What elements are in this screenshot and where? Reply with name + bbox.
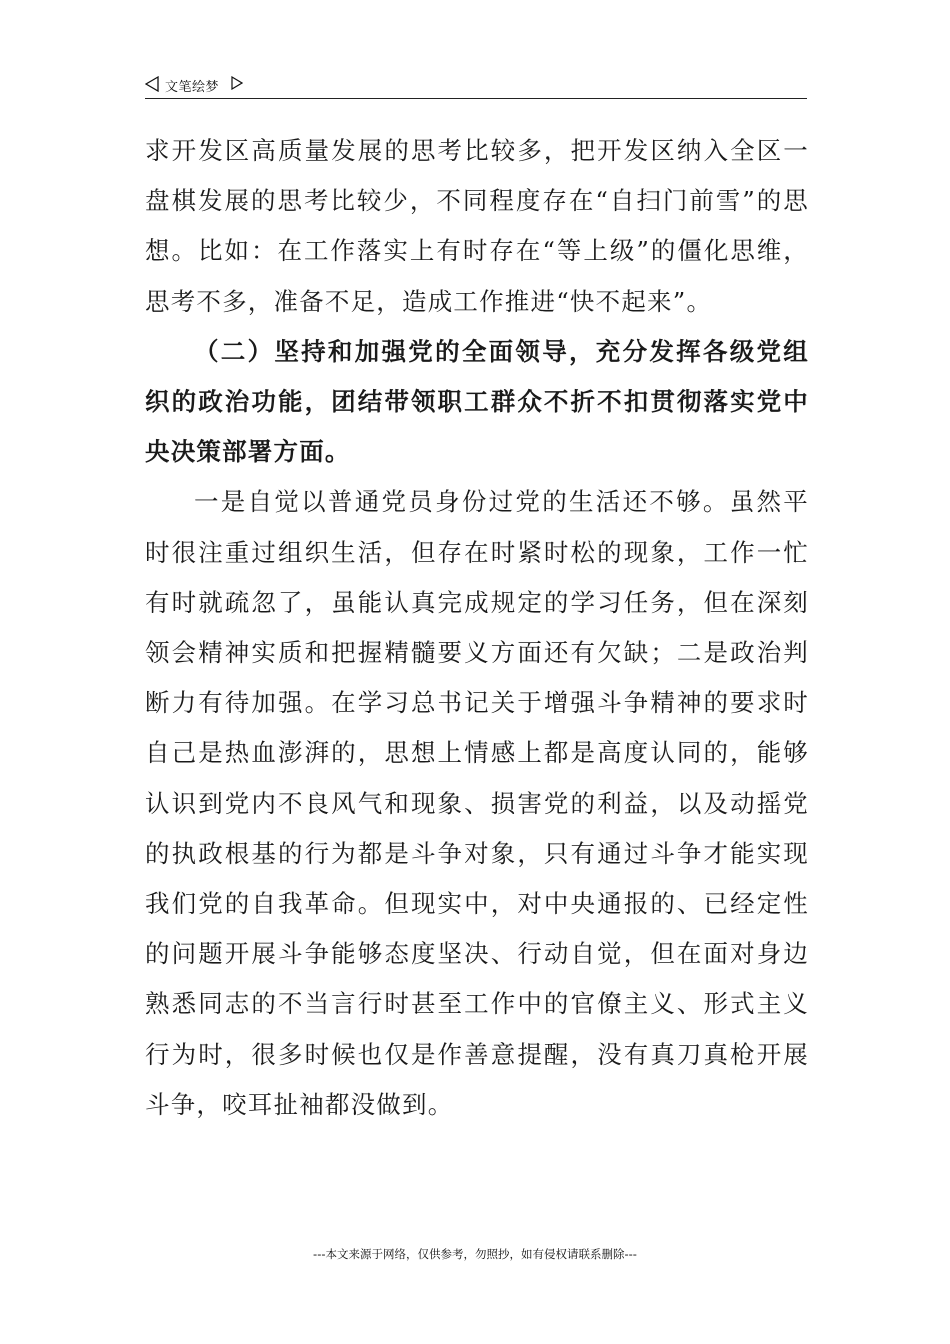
header-title: 文笔绘梦 bbox=[165, 80, 220, 95]
footer-notice: ---本文来源于网络，仅供参考，勿照抄，如有侵权请联系删除--- bbox=[313, 1247, 637, 1261]
paragraph-continuation: 求开发区高质量发展的思考比较多，把开发区纳入全区一盘棋发展的思考比较少，不同程度存在“自扫门前雪”的思想。比如：在工作落实上有时存在“等上级”的僵化思维，思考不多，准备不足，造成工作推进“快不起来”。 bbox=[145, 136, 809, 316]
right-triangle-icon bbox=[231, 76, 243, 90]
left-triangle-icon bbox=[145, 76, 159, 92]
paragraph-body: 一是自觉以普通党员身份过党的生活还不够。虽然平时很注重过组织生活，但存在时紧时松的现象，工作一忙有时就疏忽了，虽能认真完成规定的学习任务，但在深刻领会精神实质和把握精髓要义方面还有欠缺；二是政治判断力有待加强。在学习总书记关于增强斗争精神的要求时自己是热血澎湃的，思想上情感上都是高度认同的，能够认识到党内不良风气和现象、损害党的利益，以及动摇党的执政根基的行为都是斗争对象，只有通过斗争才能实现我们党的自我革命。但现实中，对中央通报的、已经定性的问题开展斗争能够态度坚决、行动自觉，但在面对身边熟悉同志的不当言行时甚至工作中的官僚主义、形式主义行为时，很多时候也仅是作善意提醒，没有真刀真枪开展斗争，咬耳扯袖都没做到。 bbox=[145, 487, 809, 1119]
document-body bbox=[145, 126, 809, 1130]
page-header bbox=[145, 74, 807, 99]
section-heading: （二）坚持和加强党的全面领导，充分发挥各级党组织的政治功能，团结带领职工群众不折不扣贯彻落实党中央决策部署方面。 bbox=[145, 336, 809, 467]
